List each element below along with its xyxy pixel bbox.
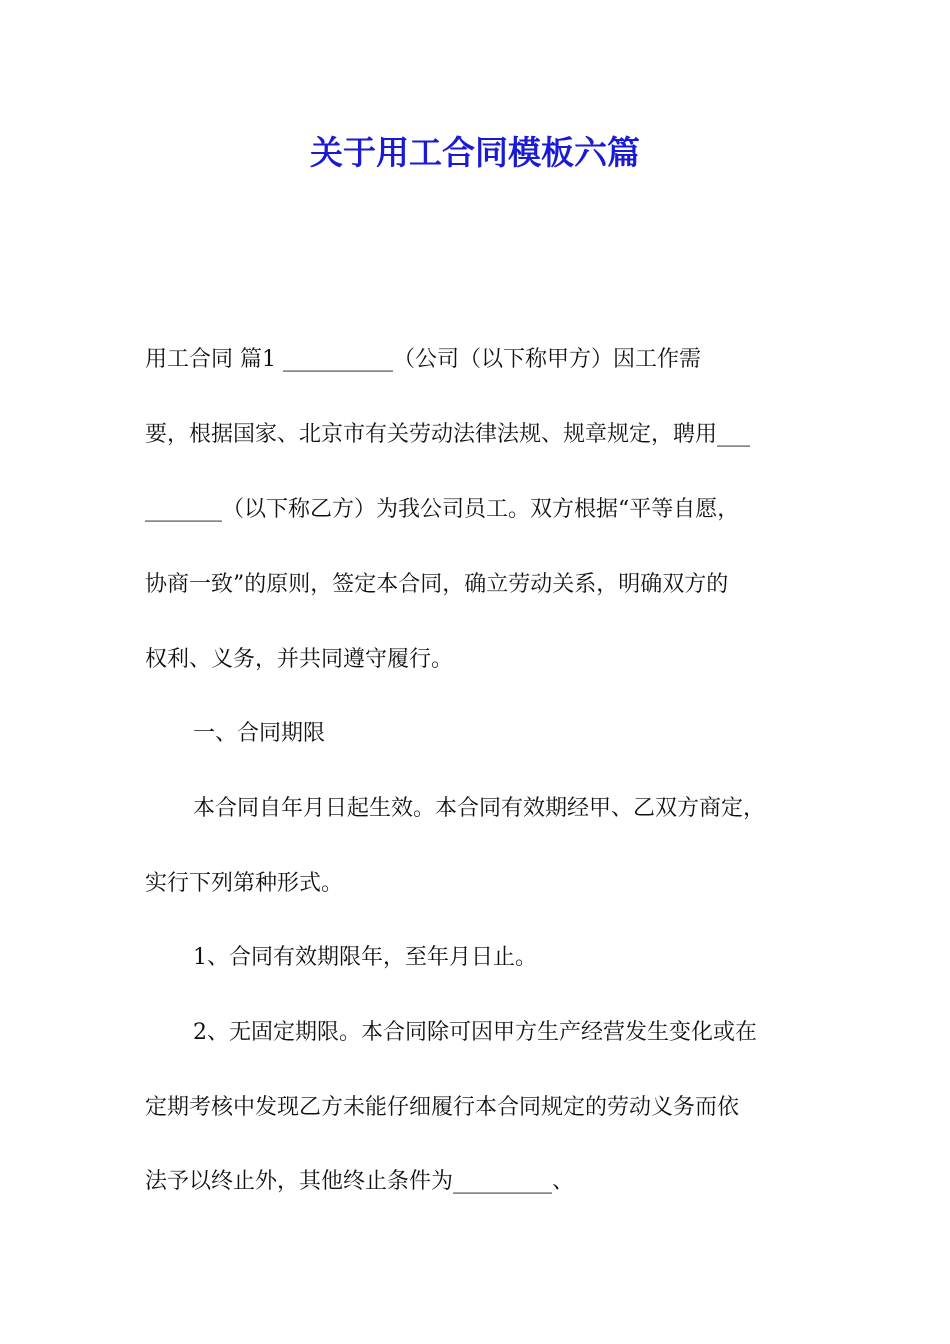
paragraph-line: 法予以终止外，其他终止条件为_________、	[145, 1169, 575, 1194]
list-item: 2、无固定期限。本合同除可因甲方生产经营发生变化或在	[193, 1020, 757, 1045]
paragraph-line: 用工合同 篇1 __________（公司（以下称甲方）因工作需	[145, 347, 701, 372]
list-item: 1、合同有效期限年，至年月日止。	[193, 945, 537, 970]
paragraph-line: _______（以下称乙方）为我公司员工。双方根据“平等自愿，	[145, 497, 740, 522]
section-heading: 一、合同期限	[193, 721, 326, 746]
paragraph-line: 本合同自年月日起生效。本合同有效期经甲、乙双方商定，	[193, 796, 766, 821]
document-title: 关于用工合同模板六篇	[310, 133, 640, 172]
paragraph-line: 定期考核中发现乙方未能仔细履行本合同规定的劳动义务而依	[145, 1095, 740, 1120]
paragraph-line: 要，根据国家、北京市有关劳动法律法规、规章规定，聘用___	[145, 422, 751, 447]
paragraph-line: 协商一致”的原则，签定本合同，确立劳动关系，明确双方的	[145, 572, 729, 597]
paragraph-line: 权利、义务，并共同遵守履行。	[145, 647, 454, 672]
paragraph-line: 实行下列第种形式。	[145, 871, 344, 896]
